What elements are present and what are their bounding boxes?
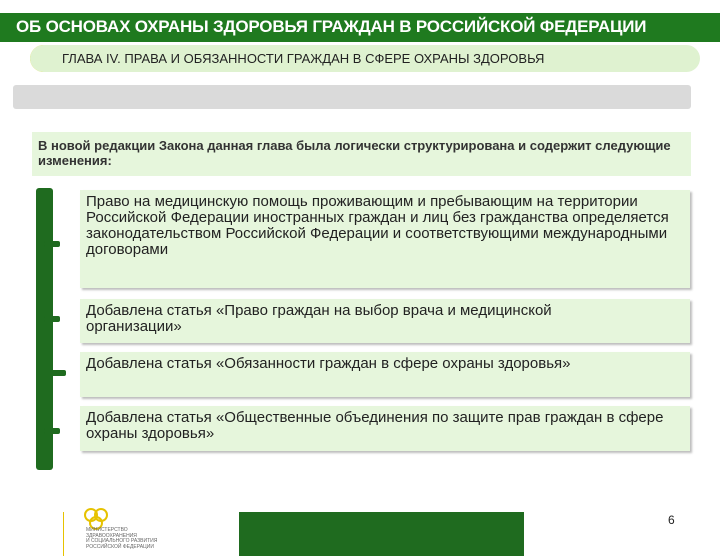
- list-connector: [44, 241, 60, 247]
- list-connector: [50, 370, 66, 376]
- list-item: [80, 406, 690, 451]
- list-item-text: Право на медицинскую помощь проживающим и пребывающим на территории Российской Федерации иностранных граждан и лиц без гражданства определяется законодательством Российской Федерации и соответствующими международными договорами: [86, 193, 669, 258]
- list-item-text: Добавлена статья «Общественные объединения по защите прав граждан в сфере охраны здоровья»: [86, 409, 664, 442]
- ministry-name: МИНИСТЕРСТВО ЗДРАВООХРАНЕНИЯ И СОЦИАЛЬНОГО РАЗВИТИЯ РОССИЙСКОЙ ФЕДЕРАЦИИ: [86, 527, 158, 550]
- divider-band: [13, 85, 691, 109]
- list-item: [80, 190, 690, 288]
- intro-box: [32, 132, 691, 176]
- intro-text: В новой редакции Закона данная глава была логически структурирована и содержит следующие изменения:: [38, 138, 671, 168]
- list-item-text: Добавлена статья «Обязанности граждан в сфере охраны здоровья»: [86, 355, 571, 372]
- title-bar: [0, 13, 720, 42]
- page-number: 6: [668, 513, 675, 527]
- list-item: [80, 299, 690, 343]
- list-connector: [44, 428, 60, 434]
- list-item: [80, 352, 690, 397]
- footer-band: [239, 512, 524, 556]
- page-title: ОБ ОСНОВАХ ОХРАНЫ ЗДОРОВЬЯ ГРАЖДАН В РОССИЙСКОЙ ФЕДЕРАЦИИ: [16, 17, 647, 36]
- chapter-title: ГЛАВА IV. ПРАВА И ОБЯЗАННОСТИ ГРАЖДАН В СФЕРЕ ОХРАНЫ ЗДОРОВЬЯ: [62, 51, 545, 66]
- list-connector: [44, 316, 60, 322]
- footer-divider: [63, 512, 64, 556]
- list-item-text: Добавлена статья «Право граждан на выбор врача и медицинской организации»: [86, 302, 552, 335]
